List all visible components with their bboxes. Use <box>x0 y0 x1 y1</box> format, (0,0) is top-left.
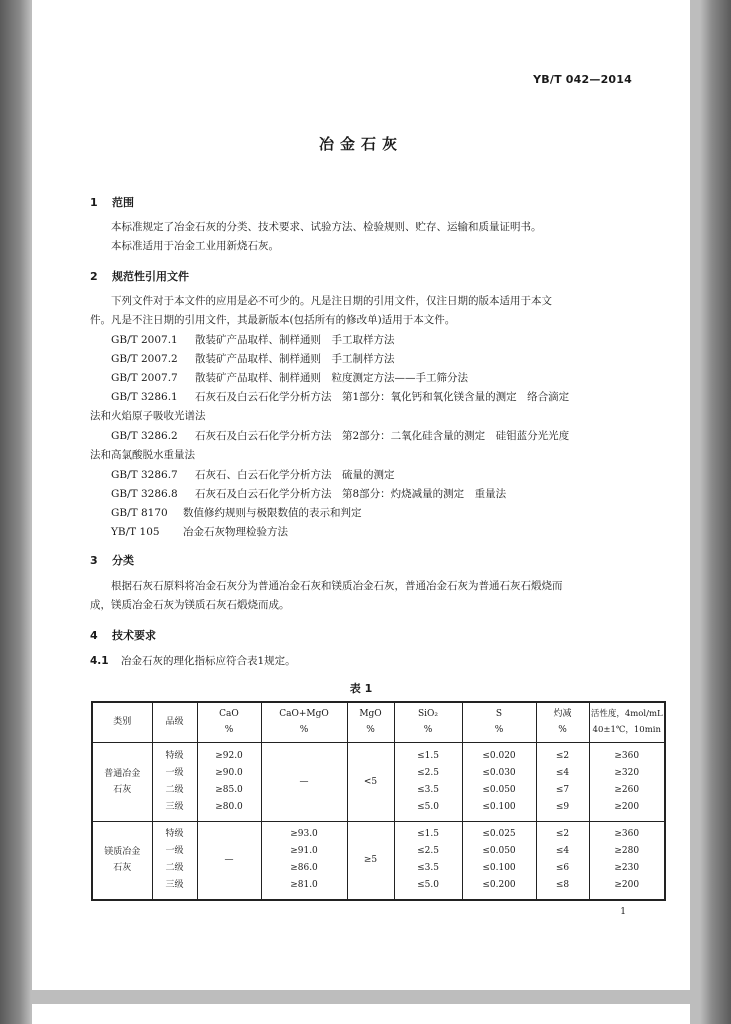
th-cao-mgo: CaO+MgO % <box>261 702 347 742</box>
cell-loi: ≤2 ≤4 ≤7 ≤9 <box>536 742 589 821</box>
clause-4-1: 4.1 冶金石灰的理化指标应符合表1规定。 <box>90 655 296 667</box>
cell-grades: 特级 一级 二级 三级 <box>152 821 197 900</box>
page-number: 1 <box>620 907 626 917</box>
table-row <box>92 821 665 900</box>
cell-activity: ≥360 ≥320 ≥260 ≥200 <box>589 742 665 821</box>
th-s: S % <box>462 702 536 742</box>
section-1-heading: 1 范围 <box>90 196 134 209</box>
section-4-heading: 4 技术要求 <box>90 629 156 642</box>
ref-item: YB/T 105 冶金石灰物理检验方法 <box>111 526 288 538</box>
next-page-edge <box>32 1004 690 1024</box>
document-title: 冶金石灰 <box>318 135 403 153</box>
th-loi: 灼减 % <box>536 702 589 742</box>
ref-item: GB/T 2007.2 散装矿产品取样、制样通则 手工制样方法 <box>111 353 395 365</box>
cell-type: 普通冶金 石灰 <box>92 742 152 821</box>
section-2-para-line-2: 件。凡是不注日期的引用文件，其最新版本(包括所有的修改单)适用于本文件。 <box>90 314 456 326</box>
cell-activity: ≥360 ≥280 ≥230 ≥200 <box>589 821 665 900</box>
cell-loi: ≤2 ≤4 ≤6 ≤8 <box>536 821 589 900</box>
cell-cao: — <box>197 821 261 900</box>
ref-item: GB/T 8170 数值修约规则与极限数值的表示和判定 <box>111 507 362 519</box>
document-code: YB/T 042—2014 <box>533 73 632 86</box>
section-3-para-line-1: 根据石灰石原料将冶金石灰分为普通冶金石灰和镁质冶金石灰，普通冶金石灰为普通石灰石煅烧而 <box>111 580 563 592</box>
th-cao: CaO % <box>197 702 261 742</box>
ref-item-continuation: 法和高氯酸脱水重量法 <box>90 449 195 461</box>
th-mgo: MgO % <box>347 702 394 742</box>
section-3-heading: 3 分类 <box>90 554 134 567</box>
cell-sio2: ≤1.5 ≤2.5 ≤3.5 ≤5.0 <box>394 742 462 821</box>
section-3-para-line-2: 成，镁质冶金石灰为镁质石灰石煅烧而成。 <box>90 599 290 611</box>
cell-sio2: ≤1.5 ≤2.5 ≤3.5 ≤5.0 <box>394 821 462 900</box>
cell-type: 镁质冶金 石灰 <box>92 821 152 900</box>
ref-item: GB/T 2007.1 散装矿产品取样、制样通则 手工取样方法 <box>111 334 395 346</box>
cell-cao-mgo: ≥93.0 ≥91.0 ≥86.0 ≥81.0 <box>261 821 347 900</box>
cell-cao: ≥92.0 ≥90.0 ≥85.0 ≥80.0 <box>197 742 261 821</box>
ref-item: GB/T 3286.1 石灰石及白云石化学分析方法 第1部分：氧化钙和氧化镁含量的测定 络合滴定 <box>111 391 570 403</box>
cell-s: ≤0.025 ≤0.050 ≤0.100 ≤0.200 <box>462 821 536 900</box>
spec-table <box>91 701 666 901</box>
document-page <box>32 0 690 990</box>
cell-cao-mgo: — <box>261 742 347 821</box>
section-1-para-2: 本标准适用于冶金工业用新烧石灰。 <box>111 240 279 252</box>
section-1-para-1: 本标准规定了冶金石灰的分类、技术要求、试验方法、检验规则、贮存、运输和质量证明书。 <box>111 221 542 233</box>
cell-s: ≤0.020 ≤0.030 ≤0.050 ≤0.100 <box>462 742 536 821</box>
section-2-heading: 2 规范性引用文件 <box>90 270 189 283</box>
ref-item: GB/T 3286.2 石灰石及白云石化学分析方法 第2部分：二氧化硅含量的测定 硅钼蓝分光光度 <box>111 430 570 442</box>
cell-mgo: <5 <box>347 742 394 821</box>
section-2-para-line-1: 下列文件对于本文件的应用是必不可少的。凡是注日期的引用文件，仅注日期的版本适用于本文 <box>111 295 552 307</box>
ref-item-continuation: 法和火焰原子吸收光谱法 <box>90 410 206 422</box>
cell-grades: 特级 一级 二级 三级 <box>152 742 197 821</box>
th-sio2: SiO₂ % <box>394 702 462 742</box>
ref-item: GB/T 3286.7 石灰石、白云石化学分析方法 硫量的测定 <box>111 469 395 481</box>
table-row <box>92 742 665 821</box>
ref-item: GB/T 3286.8 石灰石及白云石化学分析方法 第8部分：灼烧减量的测定 重量法 <box>111 488 507 500</box>
th-grade: 品级 <box>152 702 197 742</box>
table-header-row <box>92 702 665 742</box>
table-caption: 表 1 <box>349 682 373 695</box>
ref-item: GB/T 2007.7 散装矿产品取样、制样通则 粒度测定方法——手工筛分法 <box>111 372 468 384</box>
th-activity: 活性度，4mol/mL 40±1℃，10min <box>589 702 665 742</box>
th-type: 类别 <box>92 702 152 742</box>
cell-mgo: ≥5 <box>347 821 394 900</box>
